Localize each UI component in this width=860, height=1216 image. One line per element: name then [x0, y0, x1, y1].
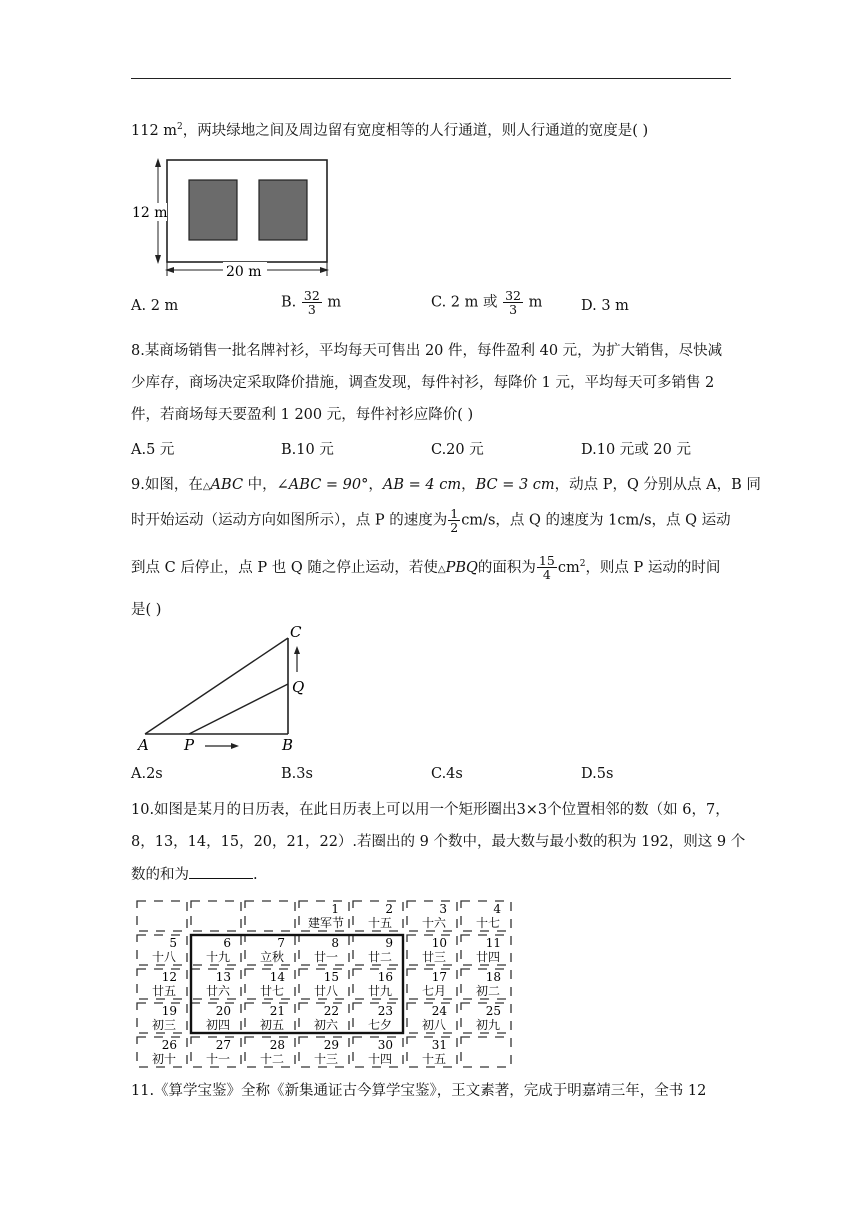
q9-label-p: P	[184, 736, 195, 754]
q7-option-b-fraction: $\frac{32}{3}$	[303, 288, 320, 317]
calendar-day-number: 12	[161, 970, 177, 984]
q7-area-sup: 2	[177, 122, 183, 132]
calendar-day-number: 14	[269, 970, 285, 984]
calendar-day-number: 18	[485, 970, 501, 984]
calendar-day-number: 23	[377, 1004, 393, 1018]
q7-height-label: 12 m	[132, 205, 168, 221]
calendar-lunar-label: 廿五	[151, 984, 177, 998]
q7-width-label: 20 m	[226, 264, 262, 280]
calendar-lunar-label: 初四	[205, 1018, 231, 1032]
calendar-cell-outline	[245, 901, 295, 931]
q9-figure	[131, 620, 331, 755]
q10-line-1: 10.如图是某月的日历表，在此日历表上可以用一个矩形圈出3×3个位置相邻的数（如 6，7，	[131, 802, 730, 818]
calendar-lunar-label: 七月	[421, 984, 447, 998]
answer-blank[interactable]	[189, 864, 253, 879]
calendar-lunar-label: 初九	[475, 1018, 501, 1032]
calendar-lunar-label: 十五	[421, 1052, 447, 1066]
calendar-day-number: 2	[385, 902, 393, 916]
q9-option-c: C.4s	[431, 766, 463, 782]
calendar-lunar-label: 廿三	[421, 950, 447, 964]
calendar-lunar-label: 十四	[367, 1052, 393, 1066]
calendar-day-number: 30	[377, 1038, 393, 1052]
calendar-lunar-label: 十三	[313, 1052, 339, 1066]
calendar-lunar-label: 立秋	[259, 950, 285, 964]
calendar-lunar-label: 十九	[205, 950, 231, 964]
q9-label-a: A	[138, 736, 149, 754]
q7-lawn-right	[259, 180, 307, 240]
q9-label-q: Q	[292, 678, 305, 696]
calendar-lunar-label: 初三	[151, 1018, 177, 1032]
calendar-lunar-label: 廿一	[313, 950, 339, 964]
calendar-lunar-label: 十二	[259, 1052, 285, 1066]
calendar-lunar-label: 初二	[475, 984, 501, 998]
q8-option-a: A.5 元	[131, 442, 175, 458]
calendar-day-number: 10	[431, 936, 447, 950]
calendar-lunar-label: 廿四	[475, 950, 501, 964]
q9-label-c: C	[290, 623, 302, 641]
calendar-day-number: 8	[331, 936, 339, 950]
calendar-day-number: 21	[269, 1004, 285, 1018]
calendar-day-number: 27	[215, 1038, 231, 1052]
calendar-lunar-label: 七夕	[367, 1018, 393, 1032]
calendar-lunar-label: 十五	[367, 916, 393, 930]
q9-option-a: A.2s	[131, 766, 163, 782]
calendar-cell-outline	[137, 901, 187, 931]
calendar-day-number: 9	[385, 936, 393, 950]
calendar-lunar-label: 建军节	[307, 916, 345, 930]
calendar-day-number: 1	[331, 902, 339, 916]
calendar-day-number: 26	[161, 1038, 177, 1052]
q7-line	[131, 117, 648, 141]
calendar-day-number: 4	[493, 902, 501, 916]
calendar-day-number: 22	[323, 1004, 339, 1018]
q9-option-d: D.5s	[581, 766, 614, 782]
q7-area-value: 112 m	[131, 122, 178, 139]
q8-option-d: D.10 元或 20 元	[581, 442, 691, 458]
q7-lawn-left	[189, 180, 237, 240]
calendar-day-number: 29	[323, 1038, 339, 1052]
calendar-day-number: 20	[215, 1004, 231, 1018]
calendar-day-number: 15	[323, 970, 339, 984]
q8-line-2: 少库存，商场决定采取降价措施，调查发现，每件衬衫，每降价 1 元，平均每天可多销售 2	[131, 375, 715, 391]
q7-figure	[131, 148, 336, 283]
calendar-lunar-label: 初六	[313, 1018, 339, 1032]
q9-option-b: B.3s	[281, 766, 313, 782]
q7-option-a: A. 2 m	[131, 298, 179, 314]
calendar-day-number: 6	[223, 936, 231, 950]
calendar-lunar-label: 廿九	[367, 984, 393, 998]
q10-line-2: 8，13，14，15，20，21，22）.若圈出的 9 个数中，最大数与最小数的积为 192，则这 9 个	[131, 834, 746, 850]
q7-option-b: B. $\frac{32}{3}$ m	[281, 288, 342, 317]
calendar-day-number: 31	[431, 1038, 447, 1052]
calendar-day-number: 24	[431, 1004, 447, 1018]
calendar-day-number: 3	[439, 902, 447, 916]
q9-speed-fraction: $\frac{1}{2}$	[450, 506, 459, 535]
calendar-day-number: 5	[169, 936, 177, 950]
q7-option-c: C. 2 m 或 $\frac{32}{3}$ m	[431, 288, 543, 317]
calendar-cell-outline	[191, 901, 241, 931]
calendar-lunar-label: 廿六	[205, 984, 231, 998]
q8-line-1: 8.某商场销售一批名牌衬衫，平均每天可售出 20 件，每件盈利 40 元，为扩大销售，尽快减	[131, 343, 723, 359]
calendar-lunar-label: 十一	[205, 1052, 231, 1066]
calendar-lunar-label: 初五	[259, 1018, 285, 1032]
q8-option-c: C.20 元	[431, 442, 484, 458]
calendar-lunar-label: 十六	[421, 916, 447, 930]
header-rule	[131, 78, 731, 79]
q9-area-fraction: $\frac{15}{4}$	[538, 553, 555, 583]
calendar-lunar-label: 初八	[421, 1018, 447, 1032]
calendar-lunar-label: 十八	[151, 950, 177, 964]
q7-option-c-fraction: $\frac{32}{3}$	[505, 288, 522, 317]
q8-option-b: B.10 元	[281, 442, 334, 458]
calendar-day-number: 7	[277, 936, 285, 950]
calendar-figure	[131, 895, 517, 1071]
q7-option-d: D. 3 m	[581, 298, 629, 314]
q9-line-4: 是( )	[131, 602, 162, 618]
calendar-day-number: 17	[431, 970, 447, 984]
calendar-day-number: 25	[485, 1004, 501, 1018]
calendar-day-number: 13	[215, 970, 231, 984]
calendar-lunar-label: 廿八	[313, 984, 339, 998]
calendar-lunar-label: 初十	[151, 1052, 177, 1066]
calendar-lunar-label: 廿七	[259, 984, 285, 998]
calendar-day-number: 19	[161, 1004, 177, 1018]
q10-line-3: 数的和为 .	[131, 864, 258, 885]
q9-line-2: 时开始运动（运动方向如图所示），点 P 的速度为 $\frac{1}{2}$ cm/s，点 Q 的速度为 1cm/s，点 Q 运动	[131, 506, 731, 535]
calendar-day-number: 28	[269, 1038, 285, 1052]
calendar-lunar-label: 十七	[475, 916, 501, 930]
q9-label-b: B	[282, 736, 294, 754]
calendar-cell-outline	[461, 1037, 511, 1067]
q8-line-3: 件，若商场每天要盈利 1 200 元，每件衬衫应降价( )	[131, 407, 474, 423]
q9-line-1: 9.如图，在△ABC 中，∠ABC = 90°，AB = 4 cm，BC = 3 cm，动点 P，Q 分别从点 A，B 同	[131, 477, 761, 493]
calendar-lunar-label: 廿二	[367, 950, 393, 964]
q11-line-1: 11.《算学宝鉴》全称《新集通证古今算学宝鉴》，王文素著，完成于明嘉靖三年，全书 12	[131, 1083, 707, 1099]
calendar-day-number: 16	[377, 970, 393, 984]
q9-line-3: 到点 C 后停止，点 P 也 Q 随之停止运动，若使△PBQ的面积为 $\frac{15}{4}$ $cm^2$，则点 P 运动的时间	[131, 553, 721, 583]
q7-text: ，两块绿地之间及周边留有宽度相等的人行通道，则人行通道的宽度是( )	[182, 122, 649, 139]
calendar-day-number: 11	[485, 936, 501, 950]
